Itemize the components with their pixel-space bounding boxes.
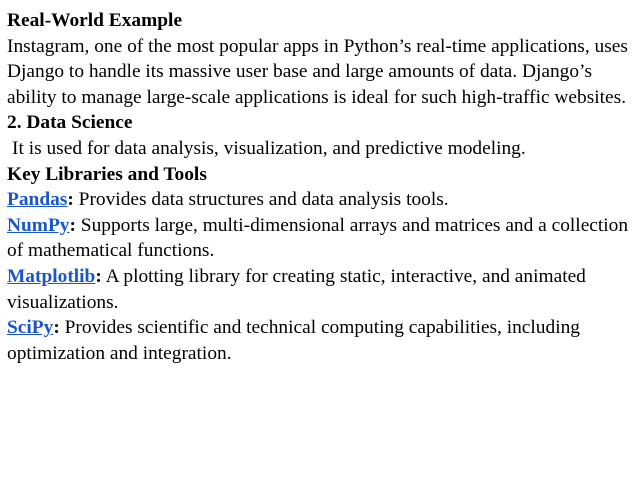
matplotlib-link[interactable]: Matplotlib [7,265,96,287]
matplotlib-separator: : [95,265,102,287]
scipy-description: Provides scientific and technical computing capabilities, including optimization and integration. [7,317,580,364]
library-item-matplotlib [7,264,631,315]
pandas-description: Provides data structures and data analysis tools. [73,189,449,211]
example-paragraph: Instagram, one of the most popular apps in Python’s real-time applications, uses Django to handle its massive user base and large amounts of data. Django’s ability to manage large-scale applications is ideal for such high-traffic websites. [7,35,628,108]
pandas-separator: : [67,189,74,211]
library-item-numpy [7,213,631,264]
library-item-scipy [7,315,631,366]
scipy-link[interactable]: SciPy [7,317,54,339]
numpy-description: Supports large, multi-dimensional arrays and matrices and a collection of mathematical functions. [7,214,629,262]
data-science-heading: 2. Data Science [7,112,133,134]
matplotlib-description: A plotting library for creating static, interactive, and animated visualizations. [7,265,586,313]
numpy-separator: : [69,214,76,236]
library-item-pandas [7,187,631,213]
libraries-heading: Key Libraries and Tools [7,163,207,185]
scipy-separator: : [53,317,60,339]
document-content [7,8,631,366]
example-heading: Real-World Example [7,10,183,31]
data-science-paragraph: It is used for data analysis, visualization, and predictive modeling. [12,137,526,159]
pandas-link[interactable]: Pandas [7,189,68,211]
numpy-link[interactable]: NumPy [7,214,70,236]
